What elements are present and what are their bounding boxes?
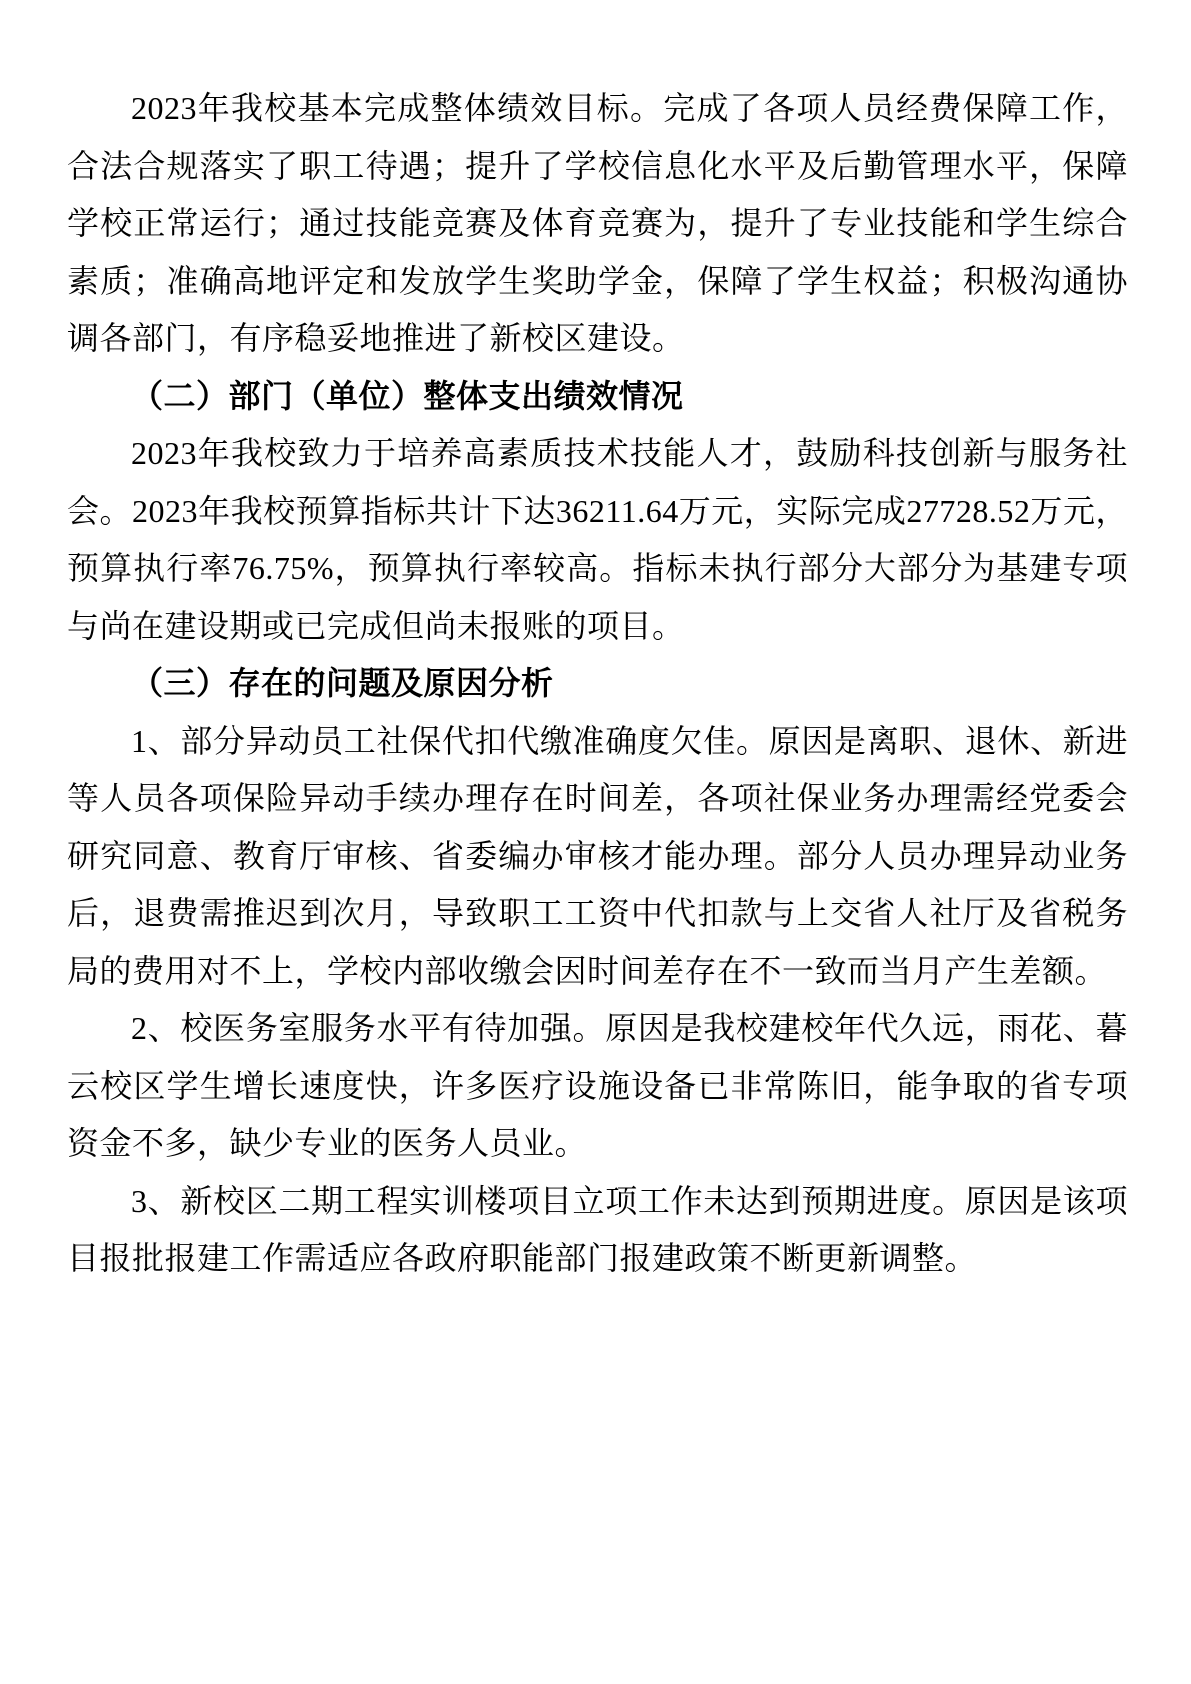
paragraph-problem-2: 2、校医务室服务水平有待加强。原因是我校建校年代久远，雨花、暮云校区学生增长速度快，许多医疗设施设备已非常陈旧，能争取的省专项资金不多，缺少专业的医务人员业。: [67, 1010, 1128, 1161]
paragraph-problem-3: 3、新校区二期工程实训楼项目立项工作未达到预期进度。原因是该项目报批报建工作需适应各政府职能部门报建政策不断更新调整。: [67, 1182, 1128, 1276]
paragraph-overall-performance: 2023年我校基本完成整体绩效目标。完成了各项人员经费保障工作，合法合规落实了职工待遇；提升了学校信息化水平及后勤管理水平，保障学校正常运行；通过技能竞赛及体育竞赛为，提升了专业技能和学生综合素质；准确高地评定和发放学生奖助学金，保障了学生权益；积极沟通协调各部门，有序稳妥地推进了新校区建设。: [67, 90, 1128, 356]
paragraph-expenditure-performance: 2023年我校致力于培养高素质技术技能人才，鼓励科技创新与服务社会。2023年我校预算指标共计下达36211.64万元，实际完成27728.52万元，预算执行率76.75%，预算执行率较高。指标未执行部分大部分为基建专项与尚在建设期或已完成但尚未报账的项目。: [67, 435, 1128, 644]
document-body: [67, 80, 1128, 1288]
section-heading-2: （二）部门（单位）整体支出绩效情况: [131, 377, 684, 414]
section-heading-3: （三）存在的问题及原因分析: [131, 665, 554, 701]
paragraph-problem-1: 1、部分异动员工社保代扣代缴准确度欠佳。原因是离职、退休、新进等人员各项保险异动手续办理存在时间差，各项社保业务办理需经党委会研究同意、教育厅审核、省委编办审核才能办理。部分人员办理异动业务后，退费需推迟到次月，导致职工工资中代扣款与上交省人社厅及省税务局的费用对不上，学校内部收缴会因时间差存在不一致而当月产生差额。: [67, 722, 1128, 989]
